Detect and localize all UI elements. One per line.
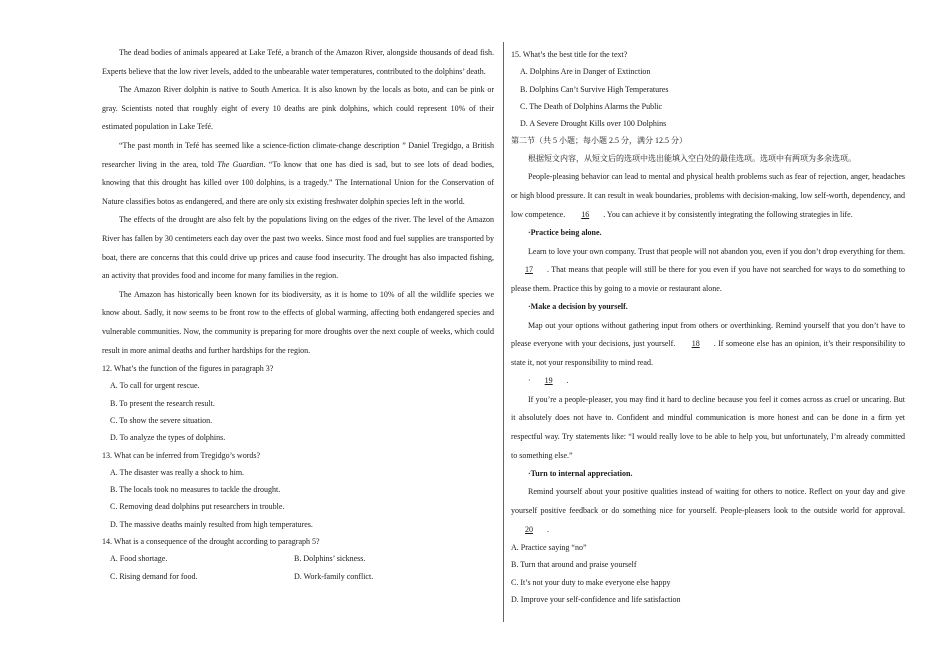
s2-before: Map out your options without gathering input from others or overthinking. Remind yourself that you don’t have to please everyone with your decisions, just yourself. (511, 320, 905, 349)
question-13-option-d: D. The massive deaths mainly resulted from high temperatures. (110, 519, 313, 529)
question-13-option-a: A. The disaster was really a shock to him. (110, 467, 245, 477)
left-column (102, 44, 494, 585)
question-12-option-c: C. To show the severe situation. (110, 415, 213, 425)
heading-make-a-decision: ·Make a decision by yourself. (528, 302, 628, 312)
heading-internal-appreciation: ·Turn to internal appreciation. (528, 469, 633, 479)
question-15-option-b: B. Dolphins Can’t Survive High Temperatures (520, 84, 669, 94)
passage-paragraph-4: The effects of the drought are also felt by the populations living on the edges of the river. The level of the Amazon River has fallen by 30 centimeters each day over the past two weeks. Since most food and fuel supplies are transported by boat, there are concerns that this could drive up prices and cause food insecurity. The drought has also impacted fishing, an activity that provides food and income for many families in the region. (102, 215, 494, 281)
right-column (511, 46, 905, 608)
passage-paragraph-1: The dead bodies of animals appeared at Lake Tefé, a branch of the Amazon River, alongside thousands of dead fish. Experts believe that the low river levels, added to the unbearable water temperatures, contributed to the dolphins’ death. (102, 48, 494, 76)
question-12-option-d: D. To analyze the types of dolphins. (110, 433, 226, 443)
question-14-option-a: A. Food shortage. (110, 554, 168, 564)
p3-italic-source: The Guardian (217, 159, 264, 169)
passage-paragraph-5: The Amazon has historically been known for its biodiversity, as it is home to 10% of all the wildlife species we know about. Sadly, it now seems to be front row to the effects of global warming, affecting both endangered species and vulnerable communities. Now, the community is preparing for more droughts over the next couple of weeks, which could result in more animal deaths and further hardships for the region. (102, 289, 494, 355)
strategy-4-paragraph (511, 483, 905, 539)
p3-after: . “To know that one has died is sad, but to see lots of dead bodies, knowing that this drought has killed over 100 dolphins, is a tragedy.” The International Union for the Conservation of Nature classifies botos as endangered, and there are only six existing freshwater dolphin species left in the world. (102, 159, 494, 206)
passage-paragraph-2: The Amazon River dolphin is native to South America. It is also known by the locals as boto, and can be pink or gray. Scientists noted that roughly eight of every 10 deaths are pink dolphins, which could represent 10% of their estimated population in Lake Tefé. (102, 85, 494, 132)
intro-text-before: People-pleasing behavior can lead to mental and physical health problems such as fear of rejection, anger, headaches or high blood pressure. It can result in weak boundaries, problems with decision-making, low self-worth, dependency, and low competence. (511, 172, 905, 219)
passage-paragraph-3 (102, 137, 494, 211)
question-14-option-d: D. Work-family conflict. (294, 571, 374, 581)
question-14-stem: 14. What is a consequence of the drought according to paragraph 5? (102, 537, 320, 547)
choice-d: D. Improve your self-confidence and life satisfaction (511, 595, 681, 605)
question-13-option-b: B. The locals took no measures to tackle the drought. (110, 485, 281, 495)
heading-practice-being-alone: ·Practice being alone. (528, 228, 602, 238)
question-13-option-c: C. Removing dead dolphins put researchers in trouble. (110, 502, 285, 512)
question-14-option-c: C. Rising demand for food. (110, 571, 198, 581)
blank-19: 19 (544, 376, 553, 386)
blank-17: 17 (525, 265, 533, 275)
question-14-option-b: B. Dolphins’ sickness. (294, 554, 366, 564)
blank-18: 18 (691, 339, 700, 349)
choice-a: A. Practice saying “no” (511, 543, 587, 553)
section-instruction: 根据短文内容，从短文后的选项中选出能填入空白处的最佳选项。选项中有两项为多余选项。 (528, 154, 856, 164)
s2-after: . If someone else has an opinion, it’s their responsibility to state it, not your responsibility to mind read. (511, 339, 905, 367)
column-divider (503, 42, 504, 622)
strategy-2-paragraph (511, 317, 905, 373)
question-15-option-c: C. The Death of Dolphins Alarms the Public (520, 101, 663, 111)
choice-b: B. Turn that around and praise yourself (511, 560, 637, 570)
question-12-stem: 12. What’s the function of the figures in paragraph 3? (102, 364, 274, 374)
blank-19-suffix: . (566, 376, 569, 386)
blank-19-prefix: · (528, 376, 531, 386)
question-15-option-d: D. A Severe Drought Kills over 100 Dolphins (520, 119, 667, 129)
question-13-stem: 13. What can be inferred from Tregidgo’s words? (102, 450, 261, 460)
intro-paragraph (511, 168, 905, 224)
s1-after: . That means that people will still be there for you even if you have not searched for ways to do something to please them. Practice this by going to a movie or restaurant alone. (511, 265, 905, 293)
question-14-options-row-2 (102, 568, 494, 585)
question-12-option-a: A. To call for urgent rescue. (110, 381, 200, 391)
section-title: 第二节（共 5 小题；每小题 2.5 分，满分 12.5 分） (511, 136, 687, 146)
heading-blank-19 (511, 372, 905, 390)
question-15-option-a: A. Dolphins Are in Danger of Extinction (520, 67, 651, 77)
strategy-1-paragraph (511, 243, 905, 299)
s4-before: Remind yourself about your positive qualities instead of waiting for others to notice. Reflect on your day and give yourself positive feedback or do something nice for yourself. People-pleasers look to the outside world for approval. (511, 487, 905, 515)
question-14-options-row-1 (102, 550, 494, 567)
question-15-stem: 15. What’s the best title for the text? (511, 50, 628, 59)
strategy-3-paragraph: If you’re a people-pleaser, you may find it hard to decline because you feel it comes across as cruel or uncaring. But it absolutely does not have to. Confident and mindful communication is more honest and can be done in a firm yet respectful way. Try statements like: “I would really love to be able to help you, but unfortunately, I’m already committed to something else.” (511, 394, 905, 460)
s4-after: . (547, 524, 549, 534)
choice-c: C. It’s not your duty to make everyone else happy (511, 577, 671, 587)
intro-text-after: . You can achieve it by consistently integrating the following strategies in life. (603, 209, 853, 219)
p3-before: “The past month in Tefé has seemed like a science-fiction climate-change description ” Daniel Tregidgo, a British researcher living in the area, told (102, 140, 494, 169)
s1-before: Learn to love your own company. Trust that people will not abandon you, even if you don’t drop everything for them. (528, 246, 905, 256)
blank-16: 16 (581, 209, 590, 219)
question-12-option-b: B. To present the research result. (110, 398, 215, 408)
blank-20: 20 (525, 524, 533, 534)
